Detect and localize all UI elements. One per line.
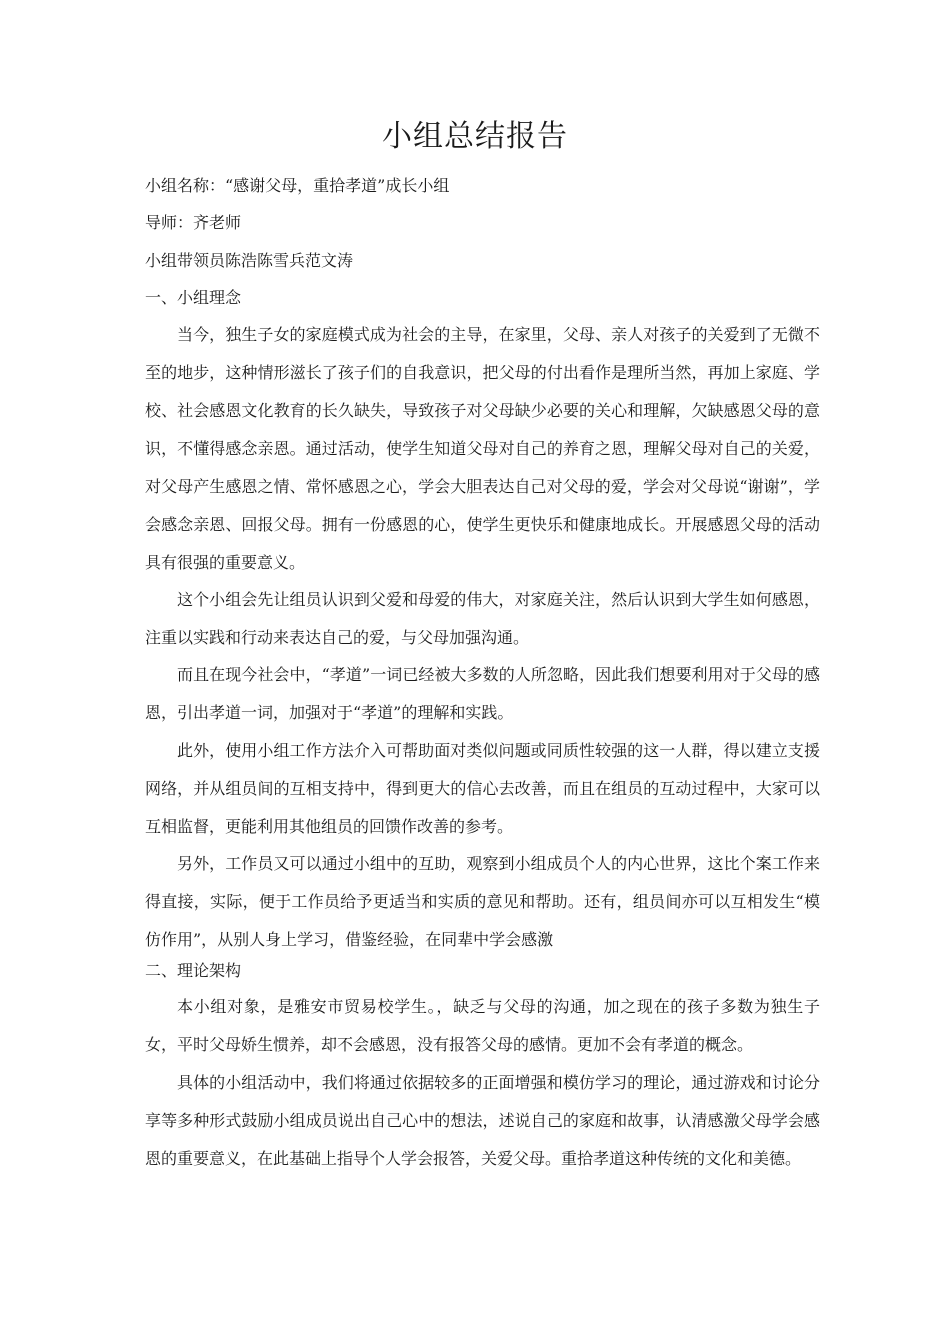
- section-heading-concept: 一、小组理念: [145, 288, 242, 307]
- leaders-line: 小组带领员陈浩陈雪兵范文涛: [145, 251, 354, 270]
- concept-paragraph-3: 而且在现今社会中，“孝道”一词已经被大多数的人所忽略，因此我们想要利用对于父母的感恩，引出孝道一词，加强对于“孝道”的理解和实践。: [145, 665, 820, 722]
- section-heading-theory: 二、理论架构: [145, 961, 242, 980]
- concept-paragraph-1: 当今，独生子女的家庭模式成为社会的主导，在家里，父母、亲人对孩子的关爱到了无微不至的地步，这种情形滋长了孩子们的自我意识，把父母的付出看作是理所当然，再加上家庭、学校、社会感恩文化教育的长久缺失，导致孩子对父母缺少必要的关心和理解，欠缺感恩父母的意识，不懂得感念亲恩。通过活动，使学生知道父母对自己的养育之恩，理解父母对自己的关爱，对父母产生感恩之情、常怀感恩之心，学会大胆表达自己对父母的爱，学会对父母说“谢谢”，学会感念亲恩、回报父母。拥有一份感恩的心，使学生更快乐和健康地成长。开展感恩父母的活动具有很强的重要意义。: [145, 325, 820, 572]
- concept-paragraph-4: 此外，使用小组工作方法介入可帮助面对类似问题或同质性较强的这一人群，得以建立支援网络，并从组员间的互相支持中，得到更大的信心去改善，而且在组员的互动过程中，大家可以互相监督，更能利用其他组员的回馈作改善的参考。: [145, 741, 820, 836]
- document-title: 小组总结报告: [382, 119, 568, 154]
- concept-paragraph-2: 这个小组会先让组员认识到父爱和母爱的伟大，对家庭关注，然后认识到大学生如何感恩，注重以实践和行动来表达自己的爱，与父母加强沟通。: [145, 590, 820, 647]
- theory-paragraph-1: 本小组对象，是雅安市贸易校学生。，缺乏与父母的沟通，加之现在的孩子多数为独生子女，平时父母娇生惯养，却不会感恩，没有报答父母的感情。更加不会有孝道的概念。: [145, 997, 820, 1054]
- concept-paragraph-5: 另外，工作员又可以通过小组中的互助，观察到小组成员个人的内心世界，这比个案工作来得直接，实际，便于工作员给予更适当和实质的意见和帮助。还有，组员间亦可以互相发生“模仿作用”，从别人身上学习，借鉴经验，在同辈中学会感激: [145, 854, 820, 949]
- mentor-line: 导师：齐老师: [145, 213, 242, 232]
- group-name-line: 小组名称：“感谢父母，重拾孝道”成长小组: [145, 176, 450, 195]
- theory-paragraph-2: 具体的小组活动中，我们将通过依据较多的正面增强和模仿学习的理论，通过游戏和讨论分享等多种形式鼓励小组成员说出自己心中的想法，述说自己的家庭和故事，认清感激父母学会感恩的重要意义，在此基础上指导个人学会报答，关爱父母。重拾孝道这种传统的文化和美德。: [145, 1073, 820, 1168]
